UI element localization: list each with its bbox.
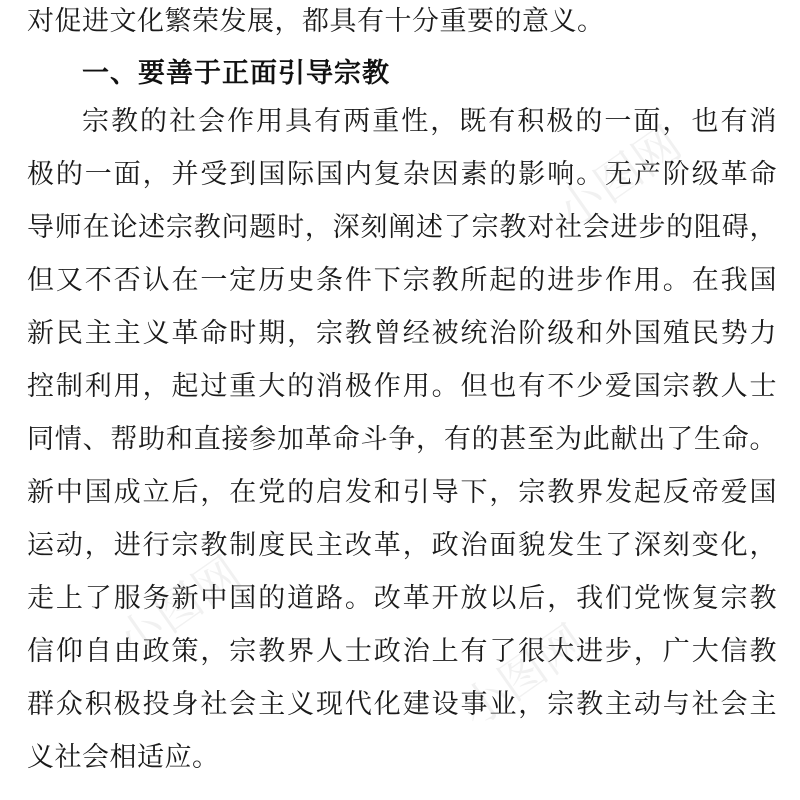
watermark: 小图网 xyxy=(450,613,595,738)
paragraph-line: 群众积极投身社会主义现代化建设事业，宗教主动与社会主 xyxy=(27,689,777,720)
paragraph-line: 但又不否认在一定历史条件下宗教所起的进步作用。在我国 xyxy=(27,265,777,296)
paragraph-line: 极的一面，并受到国际国内复杂因素的影响。无产阶级革命 xyxy=(27,159,777,190)
paragraph-line: 控制利用，起过重大的消极作用。但也有不少爱国宗教人士 xyxy=(27,371,777,402)
paragraph-line: 宗教的社会作用具有两重性，既有积极的一面，也有消 xyxy=(82,106,777,137)
watermark: 小图网 xyxy=(106,545,251,670)
paragraph-line: 运动，进行宗教制度民主改革，政治面貌发生了深刻变化， xyxy=(27,530,777,561)
paragraph-line-intro-end: 对促进文化繁荣发展，都具有十分重要的意义。 xyxy=(27,6,605,37)
paragraph-line: 新中国成立后，在党的启发和引导下，宗教界发起反帝爱国 xyxy=(27,477,777,508)
section-heading: 一、要善于正面引导宗教 xyxy=(82,58,390,89)
paragraph-line: 信仰自由政策，宗教界人士政治上有了很大进步，广大信教 xyxy=(27,636,777,667)
paragraph-line: 导师在论述宗教问题时，深刻阐述了宗教对社会进步的阻碍， xyxy=(27,212,777,243)
paragraph-line: 同情、帮助和直接参加革命斗争，有的甚至为此献出了生命。 xyxy=(27,424,777,455)
watermark: 小图网 xyxy=(546,115,691,240)
paragraph-line-last: 义社会相适应。 xyxy=(27,742,220,773)
paragraph-line: 新民主主义革命时期，宗教曾经被统治阶级和外国殖民势力 xyxy=(27,318,777,349)
paragraph-line: 走上了服务新中国的道路。改革开放以后，我们党恢复宗教 xyxy=(27,583,777,614)
